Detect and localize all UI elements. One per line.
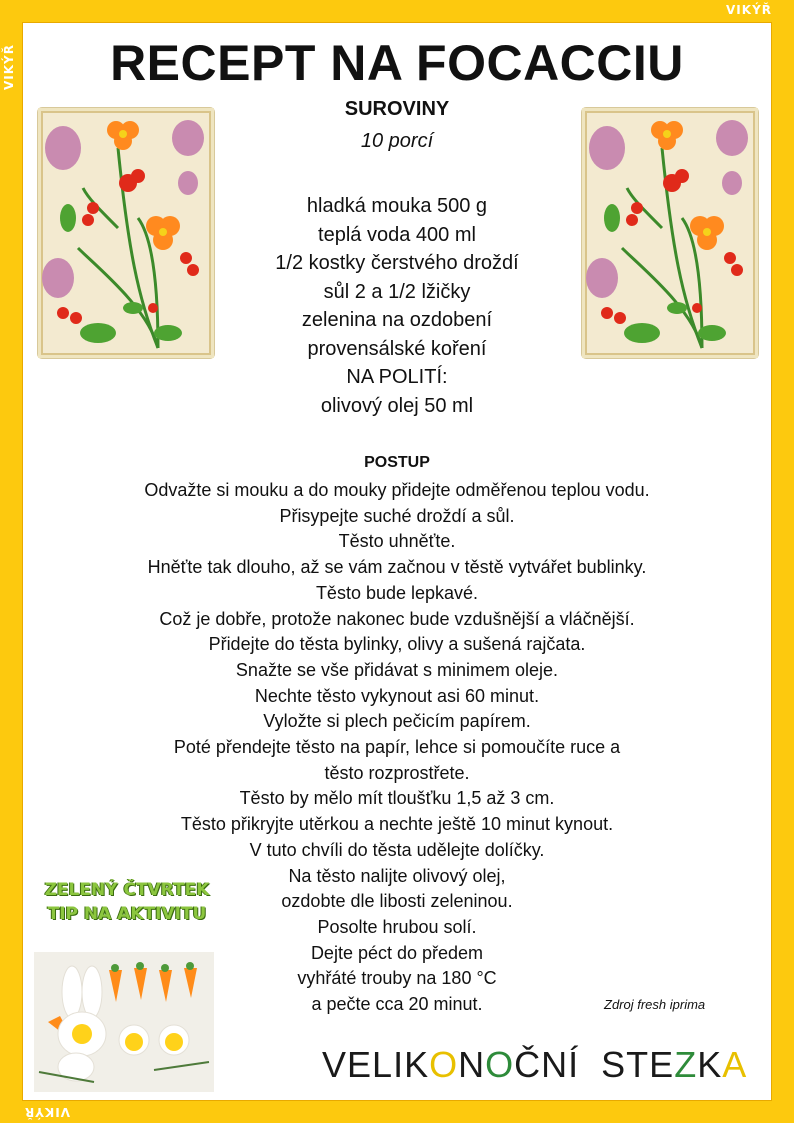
step-line: Odvažte si mouku a do mouky přidejte odměřenou teplou vodu.	[144, 480, 650, 500]
step-line: Na těsto nalijte olivový olej,	[288, 865, 506, 886]
step-line: Což je dobře, protože nakonec bude vzdušnější a vláčnější.	[159, 608, 635, 629]
step-line: Vyložte si plech pečicím papírem.	[263, 711, 531, 732]
step-line: a pečte cca 20 minut.	[311, 994, 483, 1015]
method-steps	[40, 478, 754, 1018]
step-line: Dejte péct do předem	[310, 942, 484, 963]
step-line: Těsto přikryjte utěrkou a nechte ještě 10 minut kynout.	[180, 814, 614, 835]
footer-letter: K	[404, 1044, 430, 1085]
ingredient-item: sůl 2 a 1/2 lžičky	[323, 280, 471, 303]
footer-letter: E	[347, 1044, 373, 1085]
vikyr-logo-bottom-left: VIKÝŘ	[24, 1105, 70, 1119]
ingredient-item: zelenina na ozdobení	[301, 309, 493, 331]
footer-letter: T	[626, 1044, 650, 1085]
footer-letter: N	[541, 1044, 569, 1085]
step-line: Hněťte tak dlouho, až se vám začnou v těstě vytvářet bublinky.	[147, 557, 647, 578]
step-line: ozdobte dle libosti zeleninou.	[281, 891, 513, 912]
footer-letter: V	[322, 1044, 348, 1085]
ingredient-item: olivový olej 50 ml	[320, 394, 474, 417]
ingredients-heading: SUROVINY	[344, 98, 450, 120]
step-line: vyhřáté trouby na 180 °C	[297, 968, 497, 989]
footer-letter: O	[485, 1044, 515, 1085]
ingredient-item: hladká mouka 500 g	[306, 195, 488, 217]
vikyr-logo-right: VIKÝŘ	[792, 1027, 806, 1073]
step-line: Přidejte do těsta bylinky, olivy a sušená rajčata.	[208, 634, 586, 655]
footer-letter: A	[722, 1044, 748, 1085]
footer-letter: Č	[514, 1044, 542, 1085]
footer-letter: E	[649, 1044, 675, 1085]
step-line: Posolte hrubou solí.	[317, 916, 477, 937]
footer-letter	[579, 1044, 601, 1086]
footer-letter: I	[393, 1044, 405, 1085]
page-title: RECEPT NA FOCACCIU	[110, 35, 684, 91]
step-line: Poté přendejte těsto na papír, lehce si pomoučíte ruce a	[173, 737, 621, 758]
ingredient-item: NA POLITÍ:	[346, 366, 448, 388]
ingredient-item: 1/2 kostky čerstvého droždí	[275, 252, 519, 274]
ingredient-item: teplá voda 400 ml	[318, 223, 476, 246]
method-heading: POSTUP	[364, 454, 430, 471]
step-line: Těsto bude lepkavé.	[315, 582, 479, 603]
ingredients-list	[220, 192, 574, 420]
footer-letter: S	[601, 1044, 627, 1085]
velikonocni-stezka-logo	[322, 1044, 762, 1094]
step-line: Snažte se vše přidávat s minimem oleje.	[235, 659, 559, 680]
step-line: V tuto chvíli do těsta udělejte dolíčky.	[249, 839, 545, 860]
step-line: těsto rozprostřete.	[324, 762, 470, 783]
tip-line-2: TIP NA AKTIVITU	[47, 904, 207, 924]
step-line: Těsto by mělo mít tloušťku 1,5 až 3 cm.	[239, 788, 555, 809]
step-line: Přisypejte suché droždí a sůl.	[279, 505, 515, 526]
ingredient-item: provensálské koření	[307, 337, 487, 360]
easter-eggs-photo	[34, 952, 214, 1092]
footer-letter: Í	[568, 1044, 580, 1085]
footer-letter: Z	[674, 1044, 698, 1085]
source-credit: Zdroj fresh iprima	[604, 997, 706, 1012]
vikyr-logo-top-right: VIKÝŘ	[726, 3, 772, 17]
footer-letter: O	[429, 1044, 459, 1085]
vikyr-logo-left: VIKÝŘ	[2, 44, 16, 90]
portions-label: 10 porcí	[360, 130, 434, 152]
tip-heading	[22, 878, 232, 926]
footer-letter: L	[372, 1044, 394, 1085]
step-line: Těsto uhněťte.	[338, 531, 456, 552]
footer-letter: K	[697, 1044, 723, 1085]
tip-line-1: ZELENÝ ČTVRTEK	[44, 880, 210, 900]
footer-letter: N	[458, 1044, 486, 1085]
step-line: Nechte těsto vykynout asi 60 minut.	[254, 685, 540, 706]
